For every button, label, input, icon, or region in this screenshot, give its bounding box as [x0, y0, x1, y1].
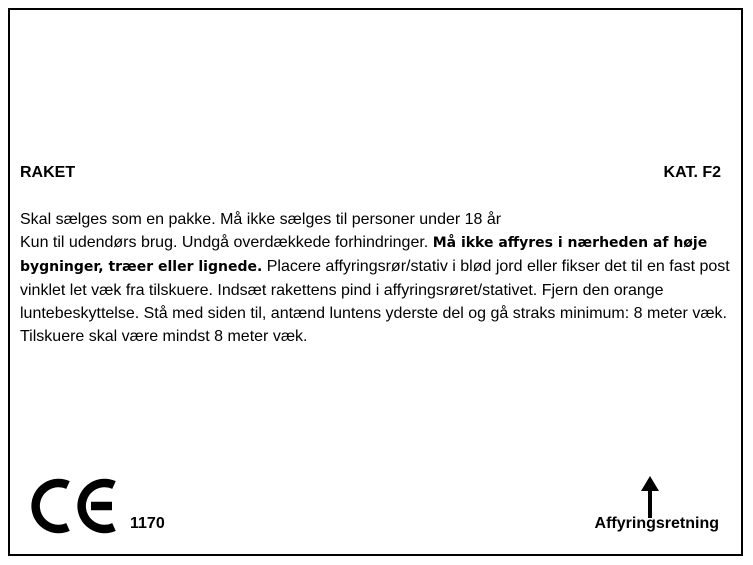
product-name: RAKET: [20, 164, 76, 181]
firing-direction-label: Affyringsretning: [594, 515, 719, 532]
arrow-up-icon: [640, 476, 660, 518]
notified-body-number: 1170: [130, 515, 165, 532]
age-restriction-text: Skal sælges som en pakke. Må ikke sælges til personer under 18 år: [20, 211, 502, 228]
product-category: KAT. F2: [663, 164, 721, 181]
product-label: [8, 8, 743, 556]
ce-mark-icon: [30, 476, 122, 536]
firing-instructions-text: Placere affyringsrør/stativ i blød jord eller fikser det til en fast post vinklet let væk fra tilskuere. Indsæt rakettens pind i affyringsrøret/stativet. Fjern den orange luntebeskyttelse. Stå med siden til, antænd luntens yderste del og gå straks minimum: 8 meter væk. Tilskuere skal være mindst 8 meter væk.: [20, 258, 730, 345]
usage-intro-text: Kun til udendørs brug. Undgå overdækkede forhindringer.: [20, 234, 433, 251]
warning-text: Må ikke affyres i nærheden af høje bygninger, træer eller lignede.: [20, 235, 708, 275]
instructions-text: [20, 208, 730, 348]
